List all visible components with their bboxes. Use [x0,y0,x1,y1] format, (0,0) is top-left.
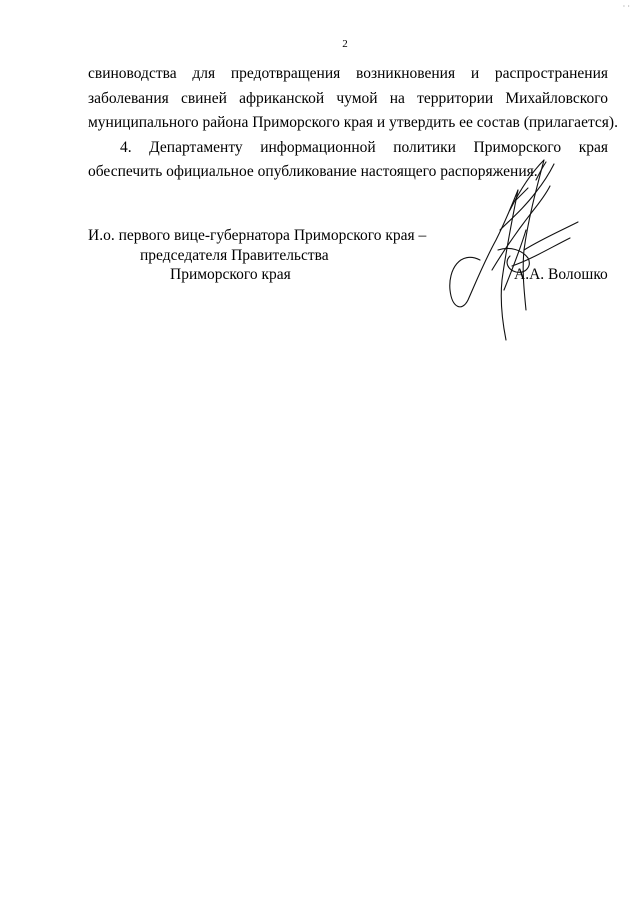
signer-position [88,226,426,285]
position-line-1: И.о. первого вице-губернатора Приморского края – [88,227,427,244]
paragraph-1-line-2: заболевания свиней африканской чумой на территории Михайловского [88,89,608,107]
paragraph-1-line-1: свиноводства для предотвращения возникновения и распространения [88,65,608,82]
paragraph-2-line-1: 4. Департаменту информационной политики Приморского края [120,138,608,156]
handwritten-signature [440,150,600,350]
paragraph-1-line-3: муниципального района Приморского края и утвердить ее состав (прилагается). [88,114,618,131]
corner-mark: · · [622,2,630,11]
paragraph-2-line-2: обеспечить официальное опубликование настоящего распоряжения. [88,163,538,180]
page-number: 2 [342,38,348,50]
signer-name: А.А. Волошко [514,266,608,283]
position-line-2: председателя Правительства [140,246,329,264]
position-line-3: Приморского края [170,266,291,283]
